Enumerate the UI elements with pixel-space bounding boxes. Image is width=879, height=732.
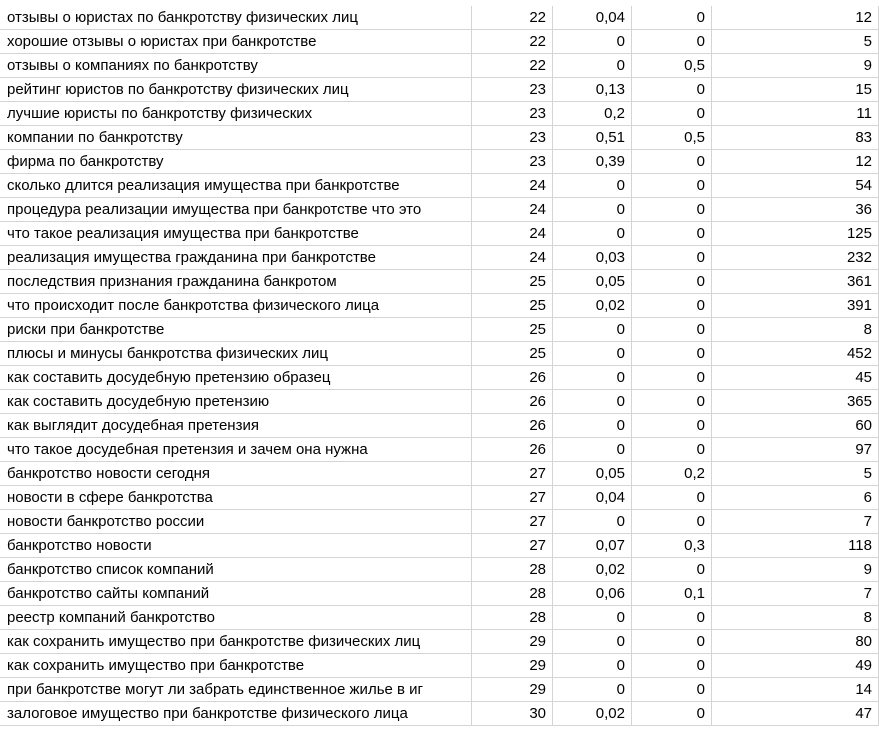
value2-cell[interactable]: 0: [632, 606, 712, 630]
keyword-cell[interactable]: хорошие отзывы о юристах при банкротстве: [0, 30, 472, 54]
table-row: [0, 630, 879, 654]
position-cell[interactable]: 27: [472, 462, 553, 486]
value2-cell[interactable]: 0: [632, 30, 712, 54]
value3-cell[interactable]: 125: [712, 222, 879, 246]
value1-cell[interactable]: 0: [553, 510, 632, 534]
keyword-cell[interactable]: при банкротстве могут ли забрать единственное жилье в иг: [0, 678, 472, 702]
value1-cell[interactable]: 0: [553, 366, 632, 390]
value3-cell[interactable]: 49: [712, 654, 879, 678]
position-cell[interactable]: 26: [472, 414, 553, 438]
table-row: [0, 270, 879, 294]
keyword-cell[interactable]: банкротство новости сегодня: [0, 462, 472, 486]
table-row: [0, 294, 879, 318]
value3-cell[interactable]: 6: [712, 486, 879, 510]
table-row: [0, 486, 879, 510]
position-cell[interactable]: 27: [472, 510, 553, 534]
value2-cell[interactable]: 0: [632, 342, 712, 366]
table-row: [0, 558, 879, 582]
value2-cell[interactable]: 0: [632, 246, 712, 270]
keyword-cell[interactable]: залоговое имущество при банкротстве физического лица: [0, 702, 472, 726]
value2-cell[interactable]: 0: [632, 78, 712, 102]
table-row: [0, 390, 879, 414]
value1-cell[interactable]: 0,06: [553, 582, 632, 606]
value2-cell[interactable]: 0,2: [632, 462, 712, 486]
keyword-cell[interactable]: как составить досудебную претензию: [0, 390, 472, 414]
value1-cell[interactable]: 0,04: [553, 486, 632, 510]
keyword-cell[interactable]: последствия признания гражданина банкротом: [0, 270, 472, 294]
value3-cell[interactable]: 8: [712, 318, 879, 342]
keyword-cell[interactable]: реализация имущества гражданина при банкротстве: [0, 246, 472, 270]
table-row: [0, 246, 879, 270]
value3-cell[interactable]: 36: [712, 198, 879, 222]
value2-cell[interactable]: 0,5: [632, 126, 712, 150]
value3-cell[interactable]: 9: [712, 558, 879, 582]
value3-cell[interactable]: 9: [712, 54, 879, 78]
table-row: [0, 366, 879, 390]
value1-cell[interactable]: 0: [553, 318, 632, 342]
position-cell[interactable]: 25: [472, 294, 553, 318]
table-row: [0, 222, 879, 246]
value3-cell[interactable]: 14: [712, 678, 879, 702]
position-cell[interactable]: 24: [472, 198, 553, 222]
value3-cell[interactable]: 83: [712, 126, 879, 150]
table-row: [0, 150, 879, 174]
value2-cell[interactable]: 0: [632, 222, 712, 246]
value2-cell[interactable]: 0,1: [632, 582, 712, 606]
table-row: [0, 342, 879, 366]
keyword-cell[interactable]: рейтинг юристов по банкротству физических лиц: [0, 78, 472, 102]
value2-cell[interactable]: 0: [632, 174, 712, 198]
table-row: [0, 582, 879, 606]
table-row: [0, 534, 879, 558]
value2-cell[interactable]: 0: [632, 318, 712, 342]
value2-cell[interactable]: 0: [632, 654, 712, 678]
value3-cell[interactable]: 232: [712, 246, 879, 270]
table-row: [0, 318, 879, 342]
table-row: [0, 6, 879, 30]
value1-cell[interactable]: 0: [553, 678, 632, 702]
value2-cell[interactable]: 0,3: [632, 534, 712, 558]
value2-cell[interactable]: 0: [632, 390, 712, 414]
value3-cell[interactable]: 452: [712, 342, 879, 366]
position-cell[interactable]: 24: [472, 174, 553, 198]
value3-cell[interactable]: 11: [712, 102, 879, 126]
value3-cell[interactable]: 118: [712, 534, 879, 558]
position-cell[interactable]: 26: [472, 366, 553, 390]
keyword-cell[interactable]: как выглядит досудебная претензия: [0, 414, 472, 438]
value3-cell[interactable]: 54: [712, 174, 879, 198]
keyword-cell[interactable]: банкротство новости: [0, 534, 472, 558]
value1-cell[interactable]: 0: [553, 198, 632, 222]
value2-cell[interactable]: 0: [632, 366, 712, 390]
position-cell[interactable]: 28: [472, 558, 553, 582]
table-row: [0, 78, 879, 102]
position-cell[interactable]: 23: [472, 78, 553, 102]
position-cell[interactable]: 25: [472, 342, 553, 366]
position-cell[interactable]: 22: [472, 54, 553, 78]
value2-cell[interactable]: 0: [632, 270, 712, 294]
value2-cell[interactable]: 0: [632, 702, 712, 726]
value2-cell[interactable]: 0,5: [632, 54, 712, 78]
value1-cell[interactable]: 0,05: [553, 270, 632, 294]
value1-cell[interactable]: 0: [553, 222, 632, 246]
position-cell[interactable]: 27: [472, 486, 553, 510]
position-cell[interactable]: 25: [472, 318, 553, 342]
value1-cell[interactable]: 0: [553, 630, 632, 654]
keyword-cell[interactable]: плюсы и минусы банкротства физических лиц: [0, 342, 472, 366]
value3-cell[interactable]: 361: [712, 270, 879, 294]
value3-cell[interactable]: 7: [712, 582, 879, 606]
value3-cell[interactable]: 47: [712, 702, 879, 726]
table-row: [0, 438, 879, 462]
value2-cell[interactable]: 0: [632, 150, 712, 174]
value1-cell[interactable]: 0: [553, 30, 632, 54]
value1-cell[interactable]: 0,04: [553, 6, 632, 30]
keyword-cell[interactable]: фирма по банкротству: [0, 150, 472, 174]
table-row: [0, 414, 879, 438]
keyword-cell[interactable]: банкротство список компаний: [0, 558, 472, 582]
value3-cell[interactable]: 8: [712, 606, 879, 630]
table-row: [0, 102, 879, 126]
value1-cell[interactable]: 0: [553, 342, 632, 366]
table-row: [0, 678, 879, 702]
value1-cell[interactable]: 0: [553, 438, 632, 462]
position-cell[interactable]: 29: [472, 654, 553, 678]
table-row: [0, 198, 879, 222]
value1-cell[interactable]: 0,51: [553, 126, 632, 150]
table-row: [0, 174, 879, 198]
table-row: [0, 654, 879, 678]
keyword-cell[interactable]: новости в сфере банкротства: [0, 486, 472, 510]
spreadsheet-grid: [0, 6, 879, 726]
keyword-cell[interactable]: новости банкротство россии: [0, 510, 472, 534]
table-row: [0, 126, 879, 150]
position-cell[interactable]: 23: [472, 102, 553, 126]
value2-cell[interactable]: 0: [632, 102, 712, 126]
value3-cell[interactable]: 60: [712, 414, 879, 438]
position-cell[interactable]: 24: [472, 222, 553, 246]
value2-cell[interactable]: 0: [632, 510, 712, 534]
table-row: [0, 702, 879, 726]
position-cell[interactable]: 26: [472, 438, 553, 462]
value3-cell[interactable]: 12: [712, 6, 879, 30]
position-cell[interactable]: 22: [472, 30, 553, 54]
table-row: [0, 510, 879, 534]
table-row: [0, 30, 879, 54]
value1-cell[interactable]: 0,03: [553, 246, 632, 270]
keyword-cell[interactable]: риски при банкротстве: [0, 318, 472, 342]
value1-cell[interactable]: 0,02: [553, 558, 632, 582]
value1-cell[interactable]: 0,07: [553, 534, 632, 558]
value3-cell[interactable]: 12: [712, 150, 879, 174]
value1-cell[interactable]: 0: [553, 606, 632, 630]
value1-cell[interactable]: 0,13: [553, 78, 632, 102]
table-row: [0, 462, 879, 486]
value3-cell[interactable]: 5: [712, 462, 879, 486]
position-cell[interactable]: 25: [472, 270, 553, 294]
value1-cell[interactable]: 0: [553, 174, 632, 198]
position-cell[interactable]: 28: [472, 582, 553, 606]
position-cell[interactable]: 30: [472, 702, 553, 726]
value2-cell[interactable]: 0: [632, 558, 712, 582]
value1-cell[interactable]: 0,05: [553, 462, 632, 486]
value2-cell[interactable]: 0: [632, 438, 712, 462]
keyword-cell[interactable]: отзывы о юристах по банкротству физических лиц: [0, 6, 472, 30]
keyword-cell[interactable]: процедура реализации имущества при банкротстве что это: [0, 198, 472, 222]
value3-cell[interactable]: 391: [712, 294, 879, 318]
keyword-cell[interactable]: отзывы о компаниях по банкротству: [0, 54, 472, 78]
keyword-cell[interactable]: реестр компаний банкротство: [0, 606, 472, 630]
position-cell[interactable]: 23: [472, 150, 553, 174]
keyword-cell[interactable]: что такое досудебная претензия и зачем она нужна: [0, 438, 472, 462]
value3-cell[interactable]: 365: [712, 390, 879, 414]
keyword-cell[interactable]: лучшие юристы по банкротству физических: [0, 102, 472, 126]
value1-cell[interactable]: 0,02: [553, 702, 632, 726]
position-cell[interactable]: 28: [472, 606, 553, 630]
keyword-cell[interactable]: банкротство сайты компаний: [0, 582, 472, 606]
table-row: [0, 54, 879, 78]
keyword-cell[interactable]: компании по банкротству: [0, 126, 472, 150]
position-cell[interactable]: 22: [472, 6, 553, 30]
value3-cell[interactable]: 45: [712, 366, 879, 390]
value2-cell[interactable]: 0: [632, 198, 712, 222]
value1-cell[interactable]: 0: [553, 390, 632, 414]
value1-cell[interactable]: 0,39: [553, 150, 632, 174]
position-cell[interactable]: 29: [472, 630, 553, 654]
value1-cell[interactable]: 0,02: [553, 294, 632, 318]
value3-cell[interactable]: 15: [712, 78, 879, 102]
value2-cell[interactable]: 0: [632, 486, 712, 510]
position-cell[interactable]: 24: [472, 246, 553, 270]
position-cell[interactable]: 26: [472, 390, 553, 414]
keyword-cell[interactable]: как сохранить имущество при банкротстве: [0, 654, 472, 678]
keyword-cell[interactable]: сколько длится реализация имущества при банкротстве: [0, 174, 472, 198]
value1-cell[interactable]: 0: [553, 54, 632, 78]
value1-cell[interactable]: 0: [553, 654, 632, 678]
keyword-cell[interactable]: как сохранить имущество при банкротстве физических лиц: [0, 630, 472, 654]
value2-cell[interactable]: 0: [632, 6, 712, 30]
keyword-cell[interactable]: как составить досудебную претензию образец: [0, 366, 472, 390]
value3-cell[interactable]: 5: [712, 30, 879, 54]
value3-cell[interactable]: 80: [712, 630, 879, 654]
position-cell[interactable]: 29: [472, 678, 553, 702]
table-row: [0, 606, 879, 630]
value2-cell[interactable]: 0: [632, 630, 712, 654]
value3-cell[interactable]: 97: [712, 438, 879, 462]
value2-cell[interactable]: 0: [632, 678, 712, 702]
value1-cell[interactable]: 0: [553, 414, 632, 438]
position-cell[interactable]: 23: [472, 126, 553, 150]
value2-cell[interactable]: 0: [632, 414, 712, 438]
keyword-cell[interactable]: что происходит после банкротства физического лица: [0, 294, 472, 318]
value2-cell[interactable]: 0: [632, 294, 712, 318]
position-cell[interactable]: 27: [472, 534, 553, 558]
value1-cell[interactable]: 0,2: [553, 102, 632, 126]
value3-cell[interactable]: 7: [712, 510, 879, 534]
keyword-cell[interactable]: что такое реализация имущества при банкротстве: [0, 222, 472, 246]
